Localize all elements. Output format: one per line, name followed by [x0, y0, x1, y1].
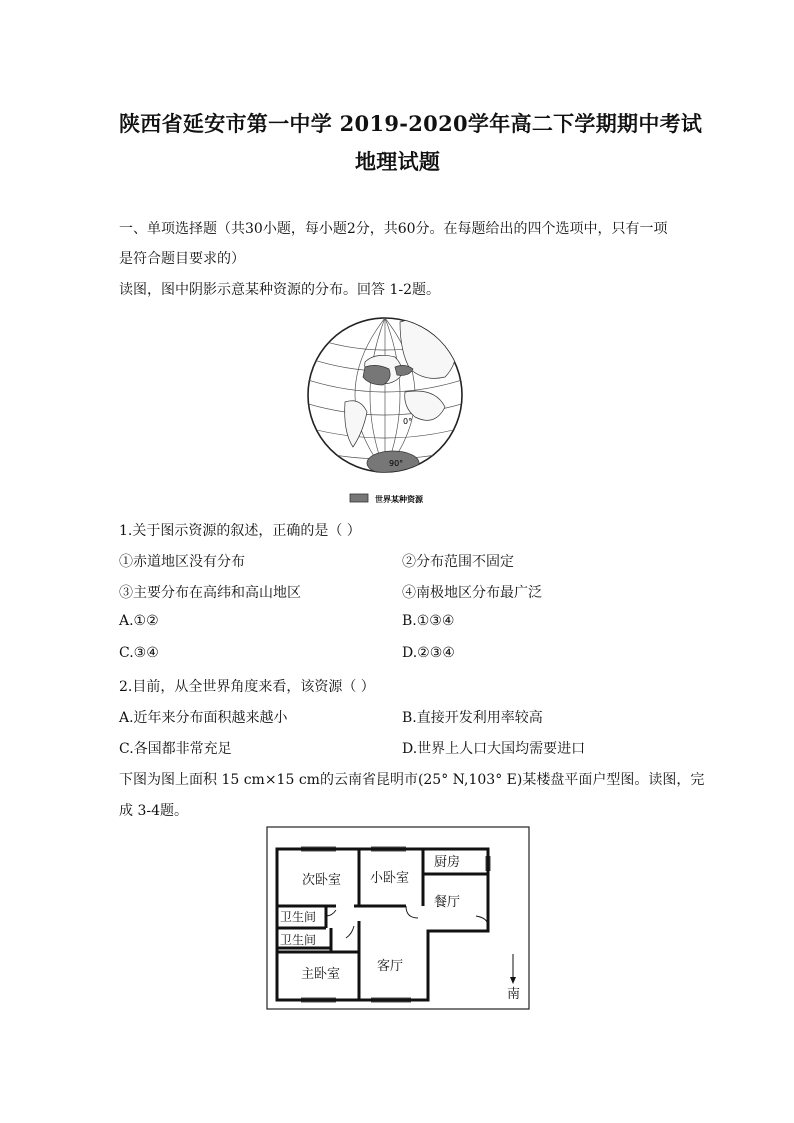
- globe-figure: [305, 307, 465, 512]
- floorplan-map: [266, 826, 530, 1010]
- q2-option-c: C.各国都非常充足: [119, 741, 232, 757]
- room-small-bedroom: 小卧室: [370, 871, 410, 886]
- question-intro: 读图，图中阴影示意某种资源的分布。回答 1-2题。: [119, 282, 440, 298]
- document-title: 陕西省延安市第一中学 2019-2020学年高二下学期期中考试: [119, 111, 703, 136]
- room-master-bedroom: 主卧室: [301, 967, 341, 982]
- q1-statement-2: ②分布范围不固定: [402, 554, 514, 570]
- room-bathroom-1: 卫生间: [280, 910, 317, 924]
- globe-map: [305, 307, 465, 512]
- pole-label: 90°: [389, 459, 404, 468]
- q1-option-d: D.②③④: [402, 645, 455, 661]
- q1-statement-3: ③主要分布在高纬和高山地区: [119, 585, 301, 601]
- question-intro-2-cont: 成 3-4题。: [119, 803, 188, 819]
- section-heading-cont: 是符合题目要求的）: [119, 251, 245, 267]
- legend-swatch: [350, 494, 368, 502]
- q2-stem: 2.目前，从全世界角度来看，该资源（ ）: [119, 679, 375, 695]
- room-bathroom-2: 卫生间: [280, 933, 317, 947]
- room-kitchen: 厨房: [434, 855, 461, 870]
- q1-statement-1: ①赤道地区没有分布: [119, 554, 245, 570]
- q1-statement-4: ④南极地区分布最广泛: [402, 585, 542, 601]
- document-subtitle: 地理试题: [355, 149, 441, 174]
- q2-option-b: B.直接开发利用率较高: [402, 710, 543, 726]
- q2-option-a: A.近年来分布面积越来越小: [119, 710, 288, 726]
- question-intro-2: 下图为图上面积 15 cm×15 cm的云南省昆明市(25° N,103° E)某楼盘平面户型图。读图，完: [119, 772, 705, 788]
- q1-option-b: B.①③④: [402, 613, 455, 629]
- floorplan-figure: [266, 826, 530, 1010]
- room-living: 客厅: [377, 959, 404, 974]
- room-dining: 餐厅: [434, 895, 461, 910]
- room-second-bedroom: 次卧室: [302, 873, 342, 888]
- equator-label: 0°: [403, 417, 413, 426]
- legend-label: 世界某种资源: [375, 494, 423, 504]
- q2-option-d: D.世界上人口大国均需要进口: [402, 741, 586, 757]
- q1-stem: 1.关于图示资源的叙述，正确的是（ ）: [119, 523, 361, 539]
- q1-option-a: A.①②: [119, 613, 159, 629]
- section-heading: 一、单项选择题（共30小题，每小题2分，共60分。在每题给出的四个选项中，只有一项: [119, 221, 668, 237]
- direction-label: 南: [507, 987, 521, 1002]
- q1-option-c: C.③④: [119, 645, 159, 661]
